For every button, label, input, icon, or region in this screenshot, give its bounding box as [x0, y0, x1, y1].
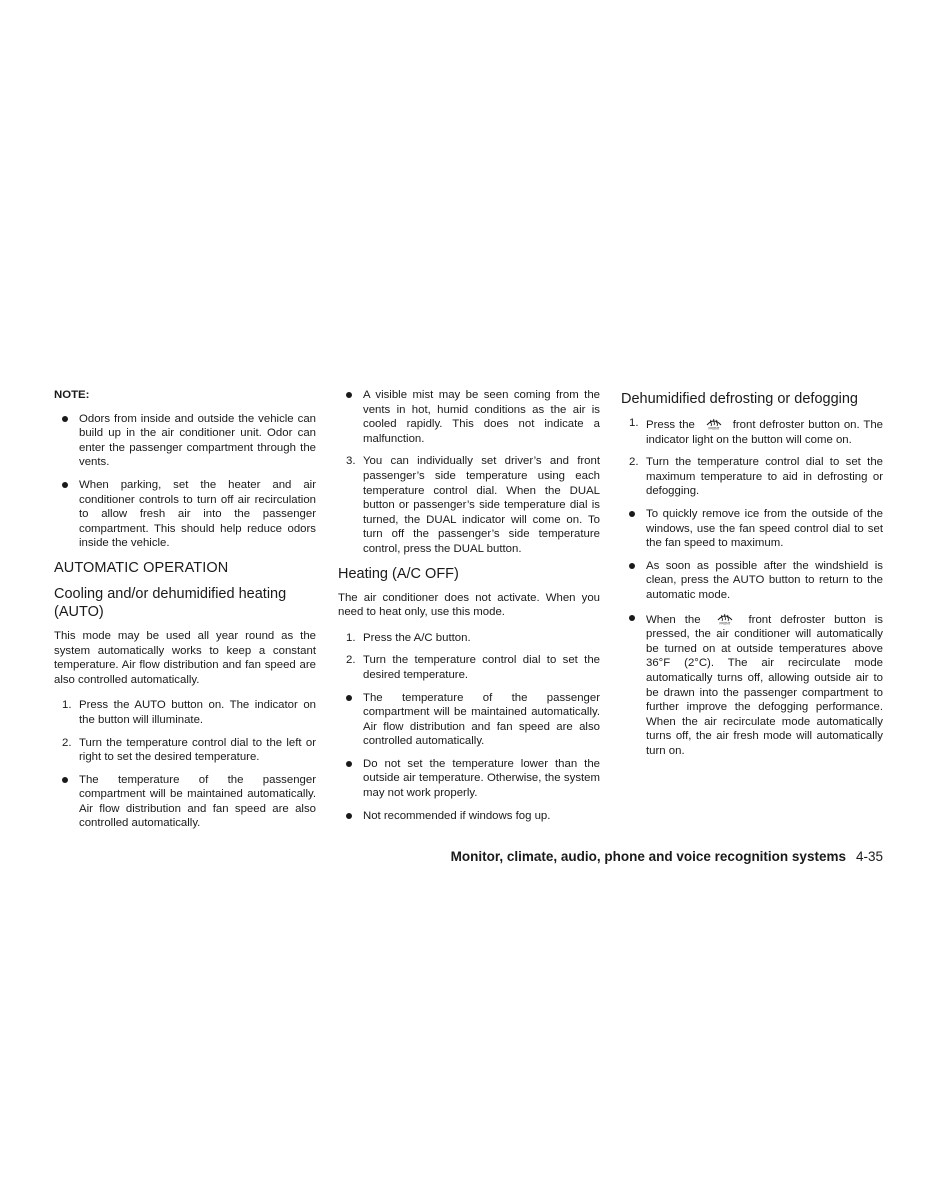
front-defroster-icon	[710, 611, 740, 625]
step-item	[54, 736, 316, 765]
bullet-item	[338, 757, 600, 801]
step-number: 3.	[346, 455, 356, 468]
bullet-dot	[629, 615, 635, 621]
page-number: 4-35	[855, 849, 883, 864]
step-number: 2.	[62, 736, 72, 749]
step-item	[621, 416, 883, 447]
bullet-dot	[346, 392, 352, 398]
bullet-dot	[62, 416, 68, 422]
heading-automatic-operation: AUTOMATIC OPERATION	[54, 559, 229, 576]
icon-caption: FRONT	[719, 621, 731, 625]
bullet-dot	[62, 777, 68, 783]
bullet-item	[621, 507, 883, 551]
step-number: 1.	[629, 417, 639, 429]
step-item	[338, 454, 600, 556]
bullet-dot	[62, 482, 68, 488]
note-bullet-text: Odors from inside and outside the vehicle can build up in the air conditioner unit. Odor can enter the passenger compartment through the vents.	[79, 412, 316, 469]
bullet-item	[54, 773, 316, 831]
step-text: Press the AUTO button on. The indicator on the button will illuminate.	[79, 699, 316, 726]
note-bullet	[54, 412, 316, 470]
bullet-item	[621, 611, 883, 759]
bullet-text: To quickly remove ice from the outside of the windows, use the fan speed control dial to set the fan speed to maximum.	[646, 507, 883, 550]
step-number: 1.	[346, 631, 356, 644]
step-item	[54, 698, 316, 727]
icon-caption: FRONT	[708, 426, 720, 430]
step-item	[338, 653, 600, 682]
front-defroster-icon	[699, 416, 729, 430]
heading-cooling-auto: Cooling and/or dehumidified heating (AUTO)	[54, 585, 287, 620]
step-item	[621, 455, 883, 499]
column-left	[54, 388, 316, 839]
step-text: Turn the temperature control dial to the left or right to set the desired temperature.	[79, 736, 316, 764]
bullet-text: The temperature of the passenger compartment will be maintained automatically. Air flow distribution and fan speed are also controlled automatically.	[79, 773, 316, 830]
step-text: Press the A/C button.	[363, 631, 471, 644]
bullet-text: Do not set the temperature lower than the outside air temperature. Otherwise, the system may not work properly.	[363, 757, 600, 800]
bullet-text-before: When the	[646, 613, 701, 626]
bullet-dot	[346, 761, 352, 767]
step-text: You can individually set driver’s and front passenger’s side temperature using each temperature control dial. When the DUAL button or passenger’s side temperature dial is turned, the DUAL indicator will come on. To turn off the passenger’s side temperature control, press the DUAL button.	[363, 455, 600, 555]
step-text-before: Press the	[646, 419, 695, 431]
bullet-dot	[629, 511, 635, 517]
bullet-text: As soon as possible after the windshield is clean, press the AUTO button to return to the automatic mode.	[646, 559, 883, 601]
bullet-text: The temperature of the passenger compartment will be maintained automatically. Air flow distribution and fan speed are also controlled automatically.	[363, 691, 600, 748]
paragraph-intro: This mode may be used all year round as the system automatically works to keep a constant temperature. Air flow distribution and fan speed are also controlled automatically.	[54, 629, 316, 686]
footer-section-title: Monitor, climate, audio, phone and voice recognition systems	[450, 849, 846, 864]
step-item	[338, 631, 600, 646]
bullet-dot	[346, 695, 352, 701]
bullet-text: Not recommended if windows fog up.	[363, 809, 551, 822]
heading-defrosting: Dehumidified defrosting or defogging	[621, 391, 858, 407]
note-bullet	[54, 478, 316, 551]
step-text-after: front defroster button on. The indicator light on the button will come on.	[646, 419, 884, 446]
bullet-text: A visible mist may be seen coming from the vents in hot, humid conditions as the air is cooled rapidly. This does not indicate a malfunction.	[363, 389, 600, 445]
bullet-item	[338, 809, 600, 824]
bullet-text-after: front defroster button is pressed, the air conditioner will automatically be turned on at outside temperatures above 36°F (2°C). The air recirculate mode automatically turns off, allowing outside air to be drawn into the passenger compartment to further improve the defogging performance. When the air recirculate mode automatically turns off, the air fresh mode will automatically turn on.	[646, 613, 883, 757]
bullet-dot	[629, 563, 635, 569]
bullet-item	[338, 388, 600, 446]
step-number: 2.	[346, 654, 356, 667]
bullet-item	[621, 559, 883, 603]
page-footer	[451, 849, 883, 864]
bullet-item	[338, 691, 600, 749]
step-number: 1.	[62, 699, 72, 712]
heading-heating: Heating (A/C OFF)	[338, 565, 459, 582]
paragraph-intro: The air conditioner does not activate. When you need to heat only, use this mode.	[338, 591, 600, 619]
step-number: 2.	[629, 456, 639, 469]
note-bullet-text: When parking, set the heater and air conditioner controls to turn off air recirculation to allow fresh air into the passenger compartment. This should help reduce odors inside the vehicle.	[79, 478, 316, 550]
column-right	[621, 388, 883, 766]
step-text: Turn the temperature control dial to set the maximum temperature to aid in defrosting or defogging.	[646, 456, 883, 498]
column-middle	[338, 388, 600, 831]
note-label: NOTE:	[54, 389, 90, 401]
bullet-dot	[346, 813, 352, 819]
step-text: Turn the temperature control dial to set the desired temperature.	[363, 654, 600, 681]
